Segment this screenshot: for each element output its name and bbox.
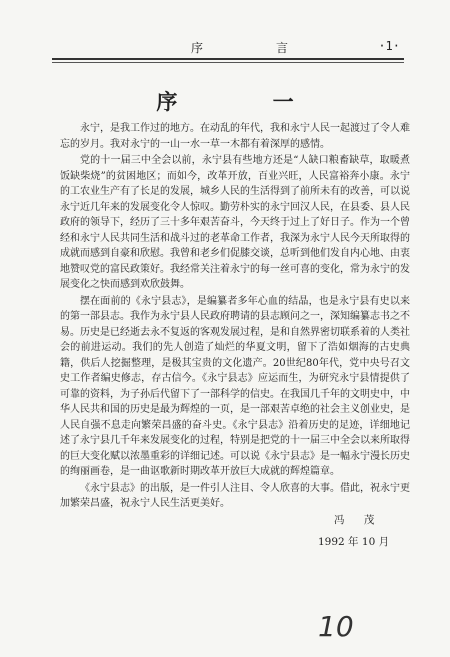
paragraph-2: 党的十一届三中全会以前，永宁县有些地方还是“人缺口粮畜缺草，取暖煮饭缺柴烧”的贫困地区；而如今，改革开放，百业兴旺，人民富裕奔小康。永宁的工农业生产有了长足的发展，城乡人民的生活得到了前所未有的改善，可以说永宁近几年来的发展变化令人惊叹。勤劳朴实的永宁回汉人民，在县委、县人民政府的领导下，经历了三十多年艰苦奋斗，今天终于过上了好日子。作为一个曾经和永宁人民共同生活和战斗过的老革命工作者，我深为永宁人民今天所取得的成就而感到自豪和欣慰。我曾和老乡们促膝交谈，总听到他们发自内心地、由衷地赞叹党的富民政策好。我经常关注着永宁的每一丝可喜的变化，常为永宁的发展变化之快而感到欢欣鼓舞。	[60, 155, 410, 290]
author-name: 冯 茂	[334, 514, 383, 526]
paragraph-3: 摆在面前的《永宁县志》，是编纂者多年心血的结晶，也是永宁县有史以来的第一部县志。我作为永宁县人民政府聘请的县志顾问之一，深知编纂志书之不易。历史是已经逝去永不复返的客观发展过程，是和自然界密切联系着的人类社会的前进运动。我们的先人创造了灿烂的华夏文明，留下了浩如烟海的古史典籍，供后人挖掘整理，是极其宝贵的文化遗产。20世纪80年代，党中央号召文史工作者编史修志，存古信今。《永宁县志》应运而生，为研究永宁县情提供了可靠的资料，为子孙后代留下了一部科学的信史。在我国几千年的文明史中，中华人民共和国的历史是最为辉煌的一页，是一部艰苦卓绝的社会主义创业史，是人民自强不息走向繁荣昌盛的奋斗史。《永宁县志》沿着历史的足迹，详细地记述了永宁县几千年来发展变化的过程，特别是把党的十一届三中全会以来所取得的巨大变化赋以浓墨重彩的详细记述。可以说《永宁县志》是一幅永宁漫长历史的绚丽画卷，是一曲讴歌新时期改革开放巨大成就的辉煌篇章。	[60, 295, 410, 477]
paragraph-4: 《永宁县志》的出版，是一件引人注目、令人欣喜的大事。借此，祝永宁更加繁荣昌盛，祝永宁人民生活更美好。	[60, 482, 410, 509]
header-page-number: ·1·	[378, 39, 400, 53]
paragraph-1: 永宁，是我工作过的地方。在动乱的年代，我和永宁人民一起渡过了令人难忘的岁月。我对永宁的一山一水一草一木都有着深厚的感情。	[60, 123, 410, 150]
running-header	[60, 39, 402, 55]
preface-title: 序 一	[156, 89, 338, 114]
signature-block	[318, 509, 389, 553]
signature-date: 1992 年 10 月	[318, 536, 390, 548]
header-rule-thin	[52, 62, 404, 63]
header-rule-thick	[52, 58, 404, 60]
handwritten-page-number: 10	[318, 610, 354, 643]
header-left-text: 序	[191, 41, 206, 55]
body-text	[60, 121, 410, 513]
header-middle-text: 言	[276, 41, 291, 55]
